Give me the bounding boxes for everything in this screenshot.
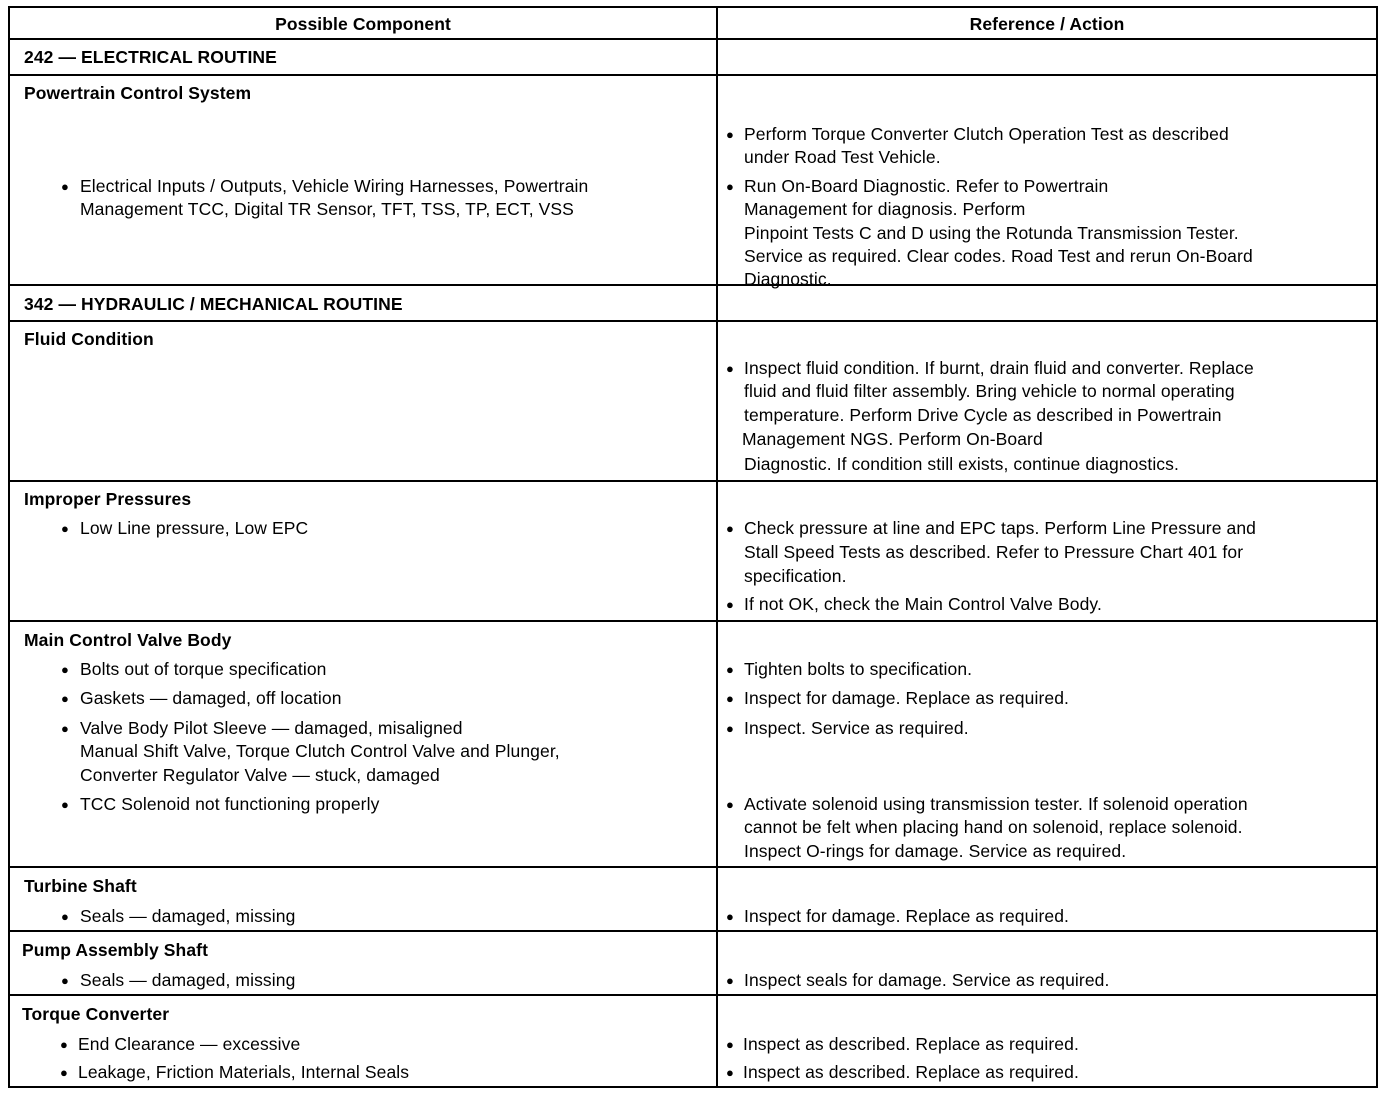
table-row-torque-converter xyxy=(10,996,1376,1086)
action-text: Management for diagnosis. Perform xyxy=(744,199,1026,219)
action-text: Inspect for damage. Replace as required. xyxy=(744,906,1070,926)
action-text: cannot be felt when placing hand on solenoid, replace solenoid. xyxy=(744,817,1243,837)
section-title-hydraulic: 342 — HYDRAULIC / MECHANICAL ROUTINE xyxy=(24,294,403,314)
component-text: Leakage, Friction Materials, Internal Seals xyxy=(78,1062,410,1082)
action-text: under Road Test Vehicle. xyxy=(744,147,941,167)
action-text: Management NGS. Perform On-Board xyxy=(742,429,1043,449)
section-title-electrical: 242 — ELECTRICAL ROUTINE xyxy=(24,47,277,67)
bullet-icon: ● xyxy=(726,662,734,677)
table-row-powertrain xyxy=(10,76,1376,289)
action-text: Activate solenoid using transmission tester. If solenoid operation xyxy=(744,794,1248,814)
bullet-icon: ● xyxy=(61,797,69,812)
bullet-icon: ● xyxy=(726,797,734,812)
bullet-icon: ● xyxy=(60,1037,68,1052)
component-text: Electrical Inputs / Outputs, Vehicle Wiring Harnesses, Powertrain xyxy=(80,176,589,196)
action-text: Inspect seals for damage. Service as required. xyxy=(744,970,1110,990)
bullet-icon: ● xyxy=(726,179,734,194)
component-text: End Clearance — excessive xyxy=(78,1034,301,1054)
bullet-icon: ● xyxy=(726,521,734,536)
column-divider xyxy=(716,482,718,620)
section-row-hydraulic xyxy=(10,286,1376,322)
table-row-turbine-shaft xyxy=(10,868,1376,932)
table-header-row xyxy=(10,8,1376,40)
column-divider xyxy=(716,868,718,930)
column-divider xyxy=(716,40,718,74)
component-text: Manual Shift Valve, Torque Clutch Control Valve and Plunger, xyxy=(80,741,560,761)
action-text: Pinpoint Tests C and D using the Rotunda Transmission Tester. xyxy=(744,223,1239,243)
table-row-main-control-valve-body xyxy=(10,622,1376,868)
column-divider xyxy=(716,76,718,284)
component-text: Converter Regulator Valve — stuck, damaged xyxy=(80,765,440,785)
diagnosis-table xyxy=(8,6,1378,1088)
group-title-valve-body: Main Control Valve Body xyxy=(24,630,232,650)
action-text: Run On-Board Diagnostic. Refer to Powertrain xyxy=(744,176,1109,196)
bullet-icon: ● xyxy=(726,597,734,612)
bullet-icon: ● xyxy=(726,909,734,924)
section-row-electrical xyxy=(10,40,1376,76)
component-text: Low Line pressure, Low EPC xyxy=(80,518,309,538)
group-title-converter: Torque Converter xyxy=(22,1004,170,1024)
table-row-fluid-condition xyxy=(10,322,1376,482)
component-text: Seals — damaged, missing xyxy=(80,906,296,926)
bullet-icon: ● xyxy=(61,179,69,194)
header-reference-action: Reference / Action xyxy=(969,14,1125,34)
column-divider xyxy=(716,322,718,480)
bullet-icon: ● xyxy=(61,721,69,736)
header-possible-component: Possible Component xyxy=(275,14,451,34)
column-divider xyxy=(716,622,718,866)
group-title-pump: Pump Assembly Shaft xyxy=(22,940,209,960)
action-text: Inspect for damage. Replace as required. xyxy=(744,688,1070,708)
action-text: Perform Torque Converter Clutch Operation Test as described xyxy=(744,124,1229,144)
bullet-icon: ● xyxy=(726,973,734,988)
table-row-improper-pressures xyxy=(10,482,1376,622)
bullet-icon: ● xyxy=(726,691,734,706)
group-title-pressures: Improper Pressures xyxy=(24,489,192,509)
action-text: fluid and fluid filter assembly. Bring vehicle to normal operating xyxy=(744,381,1235,401)
component-text: Management TCC, Digital TR Sensor, TFT, TSS, TP, ECT, VSS xyxy=(80,199,574,219)
bullet-icon: ● xyxy=(61,691,69,706)
bullet-icon: ● xyxy=(60,1065,68,1080)
action-text: Check pressure at line and EPC taps. Perform Line Pressure and xyxy=(744,518,1257,538)
action-text: Diagnostic. If condition still exists, continue diagnostics. xyxy=(744,454,1179,474)
column-divider xyxy=(716,932,718,994)
bullet-icon: ● xyxy=(726,721,734,736)
action-text: Inspect fluid condition. If burnt, drain fluid and converter. Replace xyxy=(744,358,1254,378)
action-text: Inspect O-rings for damage. Service as required. xyxy=(744,841,1127,861)
component-text: Bolts out of torque specification xyxy=(80,659,327,679)
component-text: Valve Body Pilot Sleeve — damaged, misaligned xyxy=(80,718,463,738)
bullet-icon: ● xyxy=(61,662,69,677)
component-text: Gaskets — damaged, off location xyxy=(80,688,342,708)
action-text: specification. xyxy=(744,566,847,586)
bullet-icon: ● xyxy=(61,973,69,988)
bullet-icon: ● xyxy=(726,127,734,142)
action-text: Inspect. Service as required. xyxy=(744,718,969,738)
group-title-powertrain: Powertrain Control System xyxy=(24,83,252,103)
action-text: Inspect as described. Replace as required. xyxy=(743,1034,1079,1054)
column-divider xyxy=(716,996,718,1086)
bullet-icon: ● xyxy=(61,909,69,924)
action-text: Tighten bolts to specification. xyxy=(744,659,973,679)
column-divider xyxy=(716,286,718,320)
bullet-icon: ● xyxy=(61,521,69,536)
component-text: Seals — damaged, missing xyxy=(80,970,296,990)
bullet-icon: ● xyxy=(726,1065,734,1080)
action-text: Service as required. Clear codes. Road Test and rerun On-Board xyxy=(744,246,1253,266)
action-text: Diagnostic. xyxy=(744,269,832,289)
action-text: temperature. Perform Drive Cycle as described in Powertrain xyxy=(744,405,1222,425)
action-text: Inspect as described. Replace as required. xyxy=(743,1062,1079,1082)
action-text: If not OK, check the Main Control Valve Body. xyxy=(744,594,1102,614)
group-title-fluid: Fluid Condition xyxy=(24,329,154,349)
action-text: Stall Speed Tests as described. Refer to Pressure Chart 401 for xyxy=(744,542,1244,562)
component-text: TCC Solenoid not functioning properly xyxy=(80,794,380,814)
bullet-icon: ● xyxy=(726,361,734,376)
table-row-pump-assembly-shaft xyxy=(10,932,1376,996)
bullet-icon: ● xyxy=(726,1037,734,1052)
group-title-turbine: Turbine Shaft xyxy=(24,876,137,896)
